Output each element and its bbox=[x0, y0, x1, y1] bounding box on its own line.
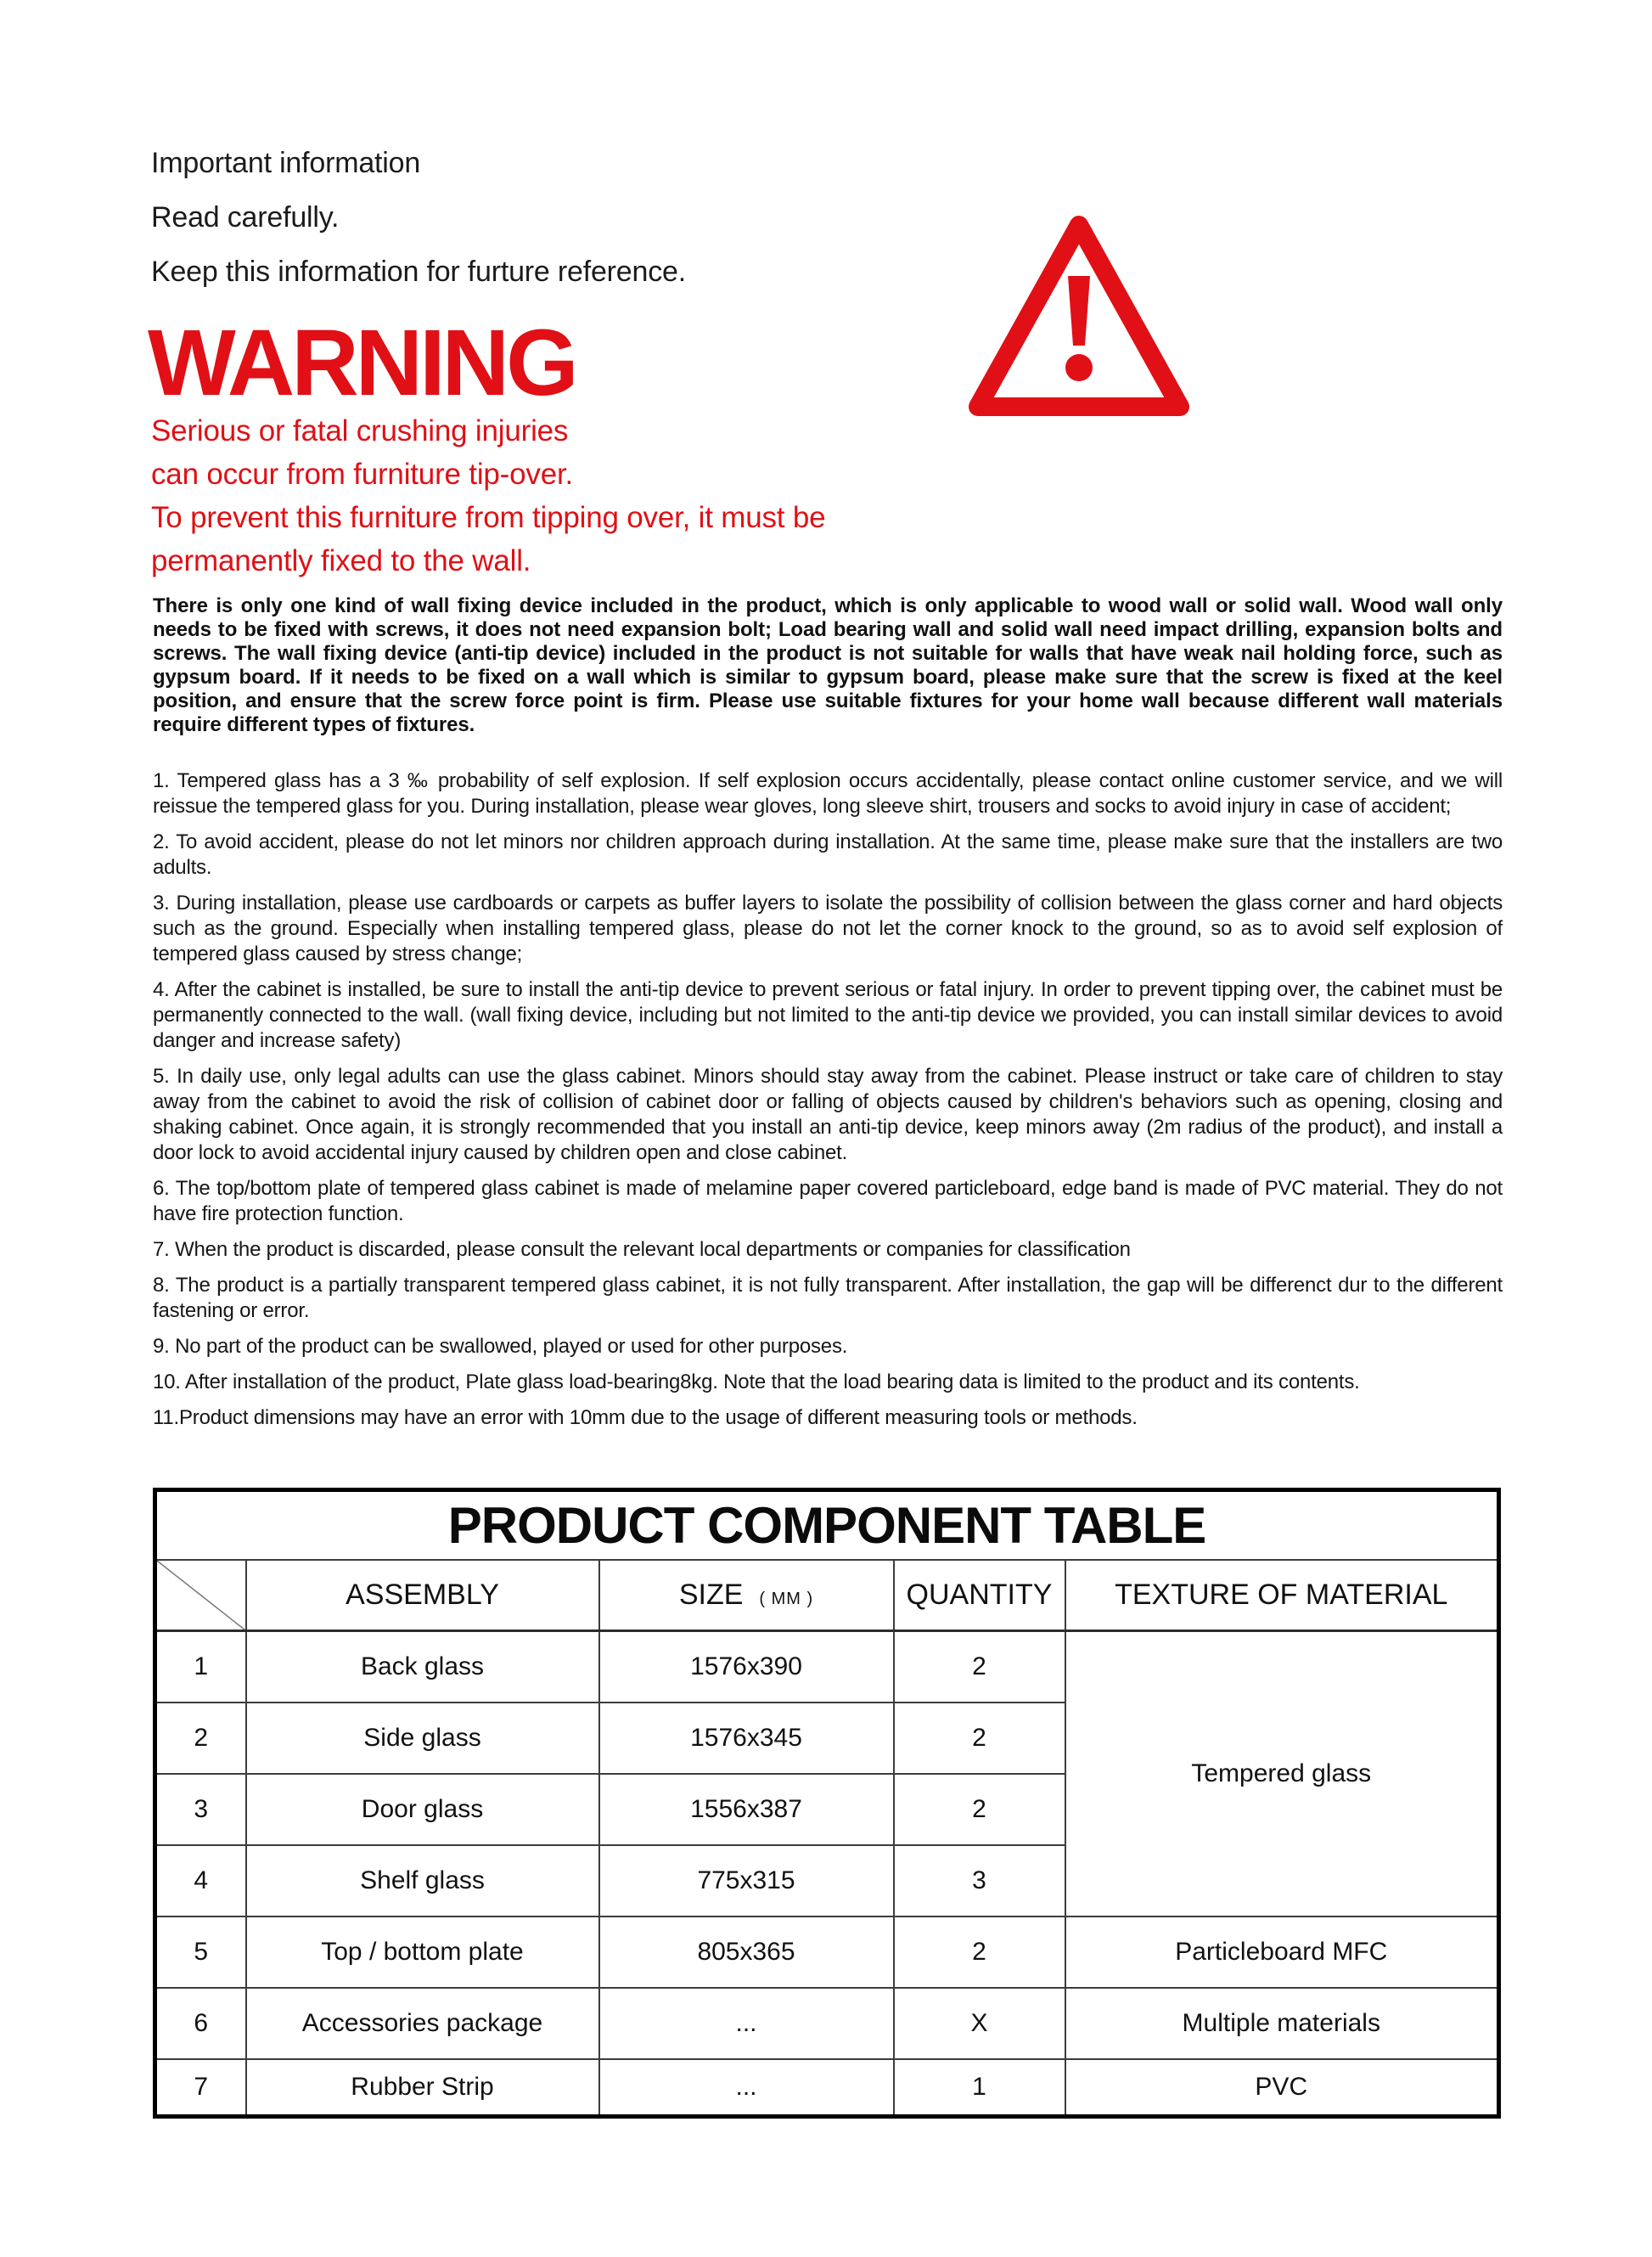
cell-texture: Multiple materials bbox=[1065, 1988, 1499, 2059]
cell-size: 775x315 bbox=[599, 1845, 894, 1916]
cell-quantity: 2 bbox=[894, 1631, 1065, 1703]
warning-triangle-icon bbox=[961, 210, 1197, 427]
header-corner-diagonal bbox=[155, 1560, 246, 1631]
cell-assembly: Shelf glass bbox=[246, 1845, 599, 1916]
cell-size: 1556x387 bbox=[599, 1774, 894, 1845]
safety-item-7: 7. When the product is discarded, please consult the relevant local departments or companies for classification bbox=[153, 1238, 1131, 1261]
table-row bbox=[155, 1631, 1499, 1703]
cell-assembly: Top / bottom plate bbox=[246, 1916, 599, 1988]
cell-no: 3 bbox=[155, 1774, 246, 1845]
cell-assembly: Accessories package bbox=[246, 1988, 599, 2059]
cell-size: 1576x390 bbox=[599, 1631, 894, 1703]
cell-no: 1 bbox=[155, 1631, 246, 1703]
diagonal-line-icon bbox=[157, 1561, 245, 1630]
table-row bbox=[155, 2059, 1499, 2117]
cell-assembly: Side glass bbox=[246, 1703, 599, 1774]
cell-size: ... bbox=[599, 2059, 894, 2117]
safety-item-5: 5. In daily use, only legal adults can use the glass cabinet. Minors should stay away from the cabinet. Please instruct or take care of children to stay away from the cabinet to avoid the risk of collision of cabinet door or falling of objects caused by children's behaviors such as opening, closing and shaking cabinet. Once again, it is strongly recommended that you install an anti-tip device, keep minors away (2m radius of the product), and install a door lock to avoid accidental injury caused by children open and close cabinet. bbox=[153, 1065, 1503, 1164]
cell-size: 805x365 bbox=[599, 1916, 894, 1988]
cell-quantity: 3 bbox=[894, 1845, 1065, 1916]
cell-quantity: 2 bbox=[894, 1703, 1065, 1774]
safety-item-1: 1. Tempered glass has a 3 ‰ probability of self explosion. If self explosion occurs accidentally, please contact online customer service, and we will reissue the tempered glass for you. During installation, please wear gloves, long sleeve shirt, trousers and socks to avoid injury in case of accident; bbox=[153, 769, 1503, 818]
cell-quantity: 2 bbox=[894, 1774, 1065, 1845]
intro-line-3: Keep this information for furture reference. bbox=[151, 256, 686, 288]
cell-texture: Particleboard MFC bbox=[1065, 1916, 1499, 1988]
intro-line-1: Important information bbox=[151, 147, 421, 179]
safety-item-11: 11.Product dimensions may have an error with 10mm due to the usage of different measuring tools or methods. bbox=[153, 1406, 1138, 1429]
table-row bbox=[155, 1988, 1499, 2059]
header-texture: TEXTURE OF MATERIAL bbox=[1065, 1560, 1499, 1631]
safety-item-3: 3. During installation, please use cardboards or carpets as buffer layers to isolate the possibility of collision between the glass corner and hard objects such as the ground. Especially when installing tempered glass, please do not let the corner knock to the ground, so as to avoid self explosion of tempered glass caused by stress change; bbox=[153, 892, 1503, 965]
table-title: PRODUCT COMPONENT TABLE bbox=[447, 1496, 1206, 1554]
cell-size: ... bbox=[599, 1988, 894, 2059]
cell-no: 6 bbox=[155, 1988, 246, 2059]
intro-line-2: Read carefully. bbox=[151, 201, 340, 234]
intro-block bbox=[151, 136, 686, 299]
header-quantity: QUANTITY bbox=[894, 1560, 1065, 1631]
cell-no: 7 bbox=[155, 2059, 246, 2117]
cell-quantity: X bbox=[894, 1988, 1065, 2059]
warning-subtitle-line-4: permanently fixed to the wall. bbox=[151, 544, 531, 577]
table-header-row bbox=[155, 1560, 1499, 1631]
cell-quantity: 1 bbox=[894, 2059, 1065, 2117]
cell-assembly: Rubber Strip bbox=[246, 2059, 599, 2117]
warning-subtitle-line-3: To prevent this furniture from tipping over, it must be bbox=[151, 501, 826, 534]
cell-texture: PVC bbox=[1065, 2059, 1499, 2117]
table-row bbox=[155, 1916, 1499, 1988]
header-size-unit: ( MM ) bbox=[759, 1589, 814, 1608]
safety-item-2: 2. To avoid accident, please do not let minors nor children approach during installation. At the same time, please make sure that the installers are two adults. bbox=[153, 830, 1503, 879]
cell-assembly: Back glass bbox=[246, 1631, 599, 1703]
cell-no: 5 bbox=[155, 1916, 246, 1988]
table-title-row bbox=[155, 1490, 1499, 1560]
header-assembly: ASSEMBLY bbox=[246, 1560, 599, 1631]
safety-item-10: 10. After installation of the product, Plate glass load-bearing8kg. Note that the load bearing data is limited to the product and its contents. bbox=[153, 1371, 1360, 1393]
header-size: SIZE ( MM ) bbox=[599, 1560, 894, 1631]
warning-heading: WARNING bbox=[148, 311, 576, 415]
wall-fixing-notice: There is only one kind of wall fixing device included in the product, which is only applicable to wood wall or solid wall. Wood wall only needs to be fixed with screws, it does not need expansion bolt; Load bearing wall and solid wall need impact drilling, expansion bolts and screws. The wall fixing device (anti-tip device) included in the product is not suitable for walls that have weak nail holding force, such as gypsum board. If it needs to be fixed on a wall which is similar to gypsum board, please make sure that the screw is fixed at the keel position, and ensure that the screw force point is firm. Please use suitable fixtures for your home wall because different wall materials require different types of fixtures. bbox=[153, 594, 1503, 736]
cell-quantity: 2 bbox=[894, 1916, 1065, 1988]
cell-no: 4 bbox=[155, 1845, 246, 1916]
warning-subtitle bbox=[151, 409, 825, 583]
safety-item-4: 4. After the cabinet is installed, be sure to install the anti-tip device to prevent serious or fatal injury. In order to prevent tipping over, the cabinet must be permanently connected to the wall. (wall fixing device, including but not limited to the anti-tip device we provided, you can install similar devices to avoid danger and increase safety) bbox=[153, 978, 1503, 1052]
safety-item-8: 8. The product is a partially transparent tempered glass cabinet, it is not fully transparent. After installation, the gap will be differenct dur to the different fastening or error. bbox=[153, 1274, 1503, 1322]
cell-no: 2 bbox=[155, 1703, 246, 1774]
cell-size: 1576x345 bbox=[599, 1703, 894, 1774]
warning-subtitle-line-2: can occur from furniture tip-over. bbox=[151, 458, 574, 491]
cell-assembly: Door glass bbox=[246, 1774, 599, 1845]
safety-item-6: 6. The top/bottom plate of tempered glass cabinet is made of melamine paper covered particleboard, edge band is made of PVC material. They do not have fire protection function. bbox=[153, 1177, 1503, 1225]
product-component-table bbox=[153, 1488, 1501, 2119]
cell-texture-merged: Tempered glass bbox=[1065, 1631, 1499, 1916]
safety-item-9: 9. No part of the product can be swallowed, played or used for other purposes. bbox=[153, 1335, 848, 1358]
safety-instructions bbox=[153, 768, 1503, 1441]
warning-subtitle-line-1: Serious or fatal crushing injuries bbox=[151, 414, 569, 447]
